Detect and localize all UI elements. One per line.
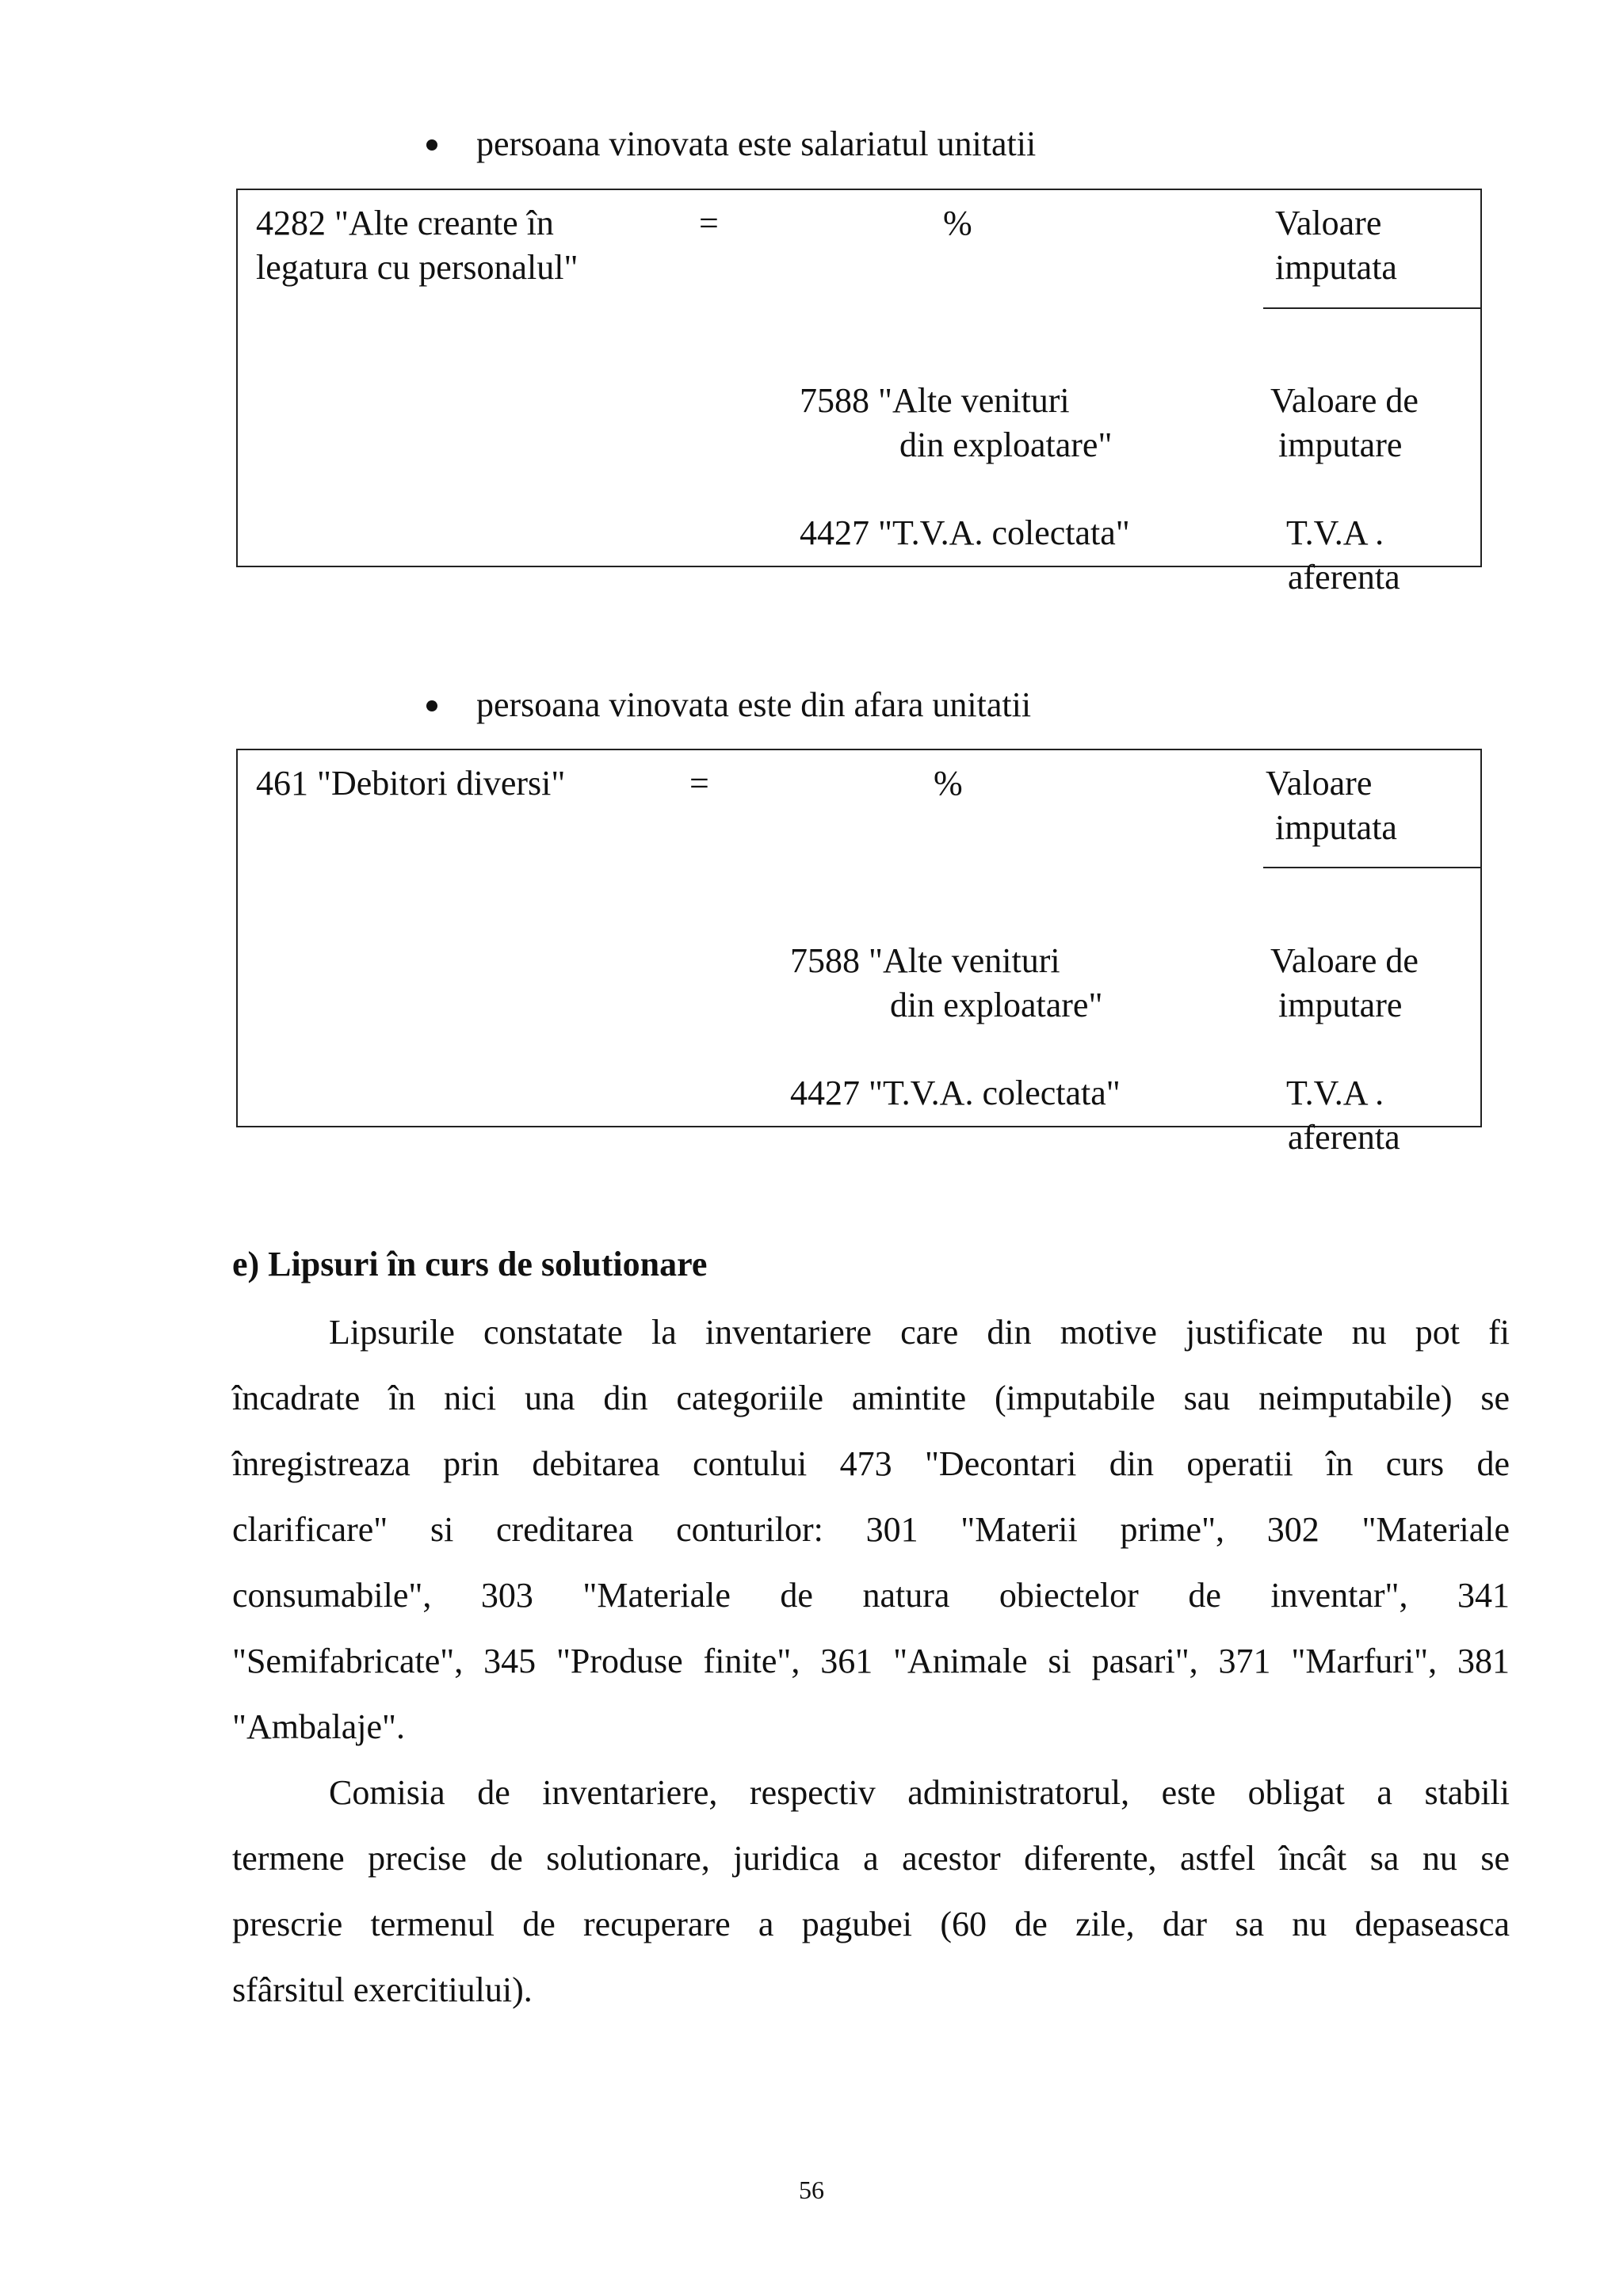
debit-account-line2: legatura cu personalul": [256, 248, 579, 287]
total-label-line1: Valoare: [1266, 764, 1373, 803]
credit-value-7588-line1: Valoare de: [1270, 381, 1419, 420]
equals-sign: =: [699, 204, 719, 242]
bullet-text-employee: persoana vinovata este salariatul unitatii: [476, 124, 1037, 163]
bullet-text-outside: persoana vinovata este din afara unitatii: [476, 685, 1032, 724]
percent-sign: %: [934, 764, 963, 803]
paragraph-line: încadrate în nici una din categoriile amintite (imputabile sau neimputabile) se: [232, 1379, 1510, 1417]
paragraph-line: sfârsitul exercitiului).: [232, 1970, 533, 2009]
credit-account-4427: 4427 "T.V.A. colectata": [800, 513, 1130, 552]
paragraph-line: Lipsurile constatate la inventariere care din motive justificate nu pot fi: [329, 1313, 1510, 1352]
bullet-icon: [426, 139, 437, 151]
credit-account-7588-line2: din exploatare": [899, 425, 1113, 464]
debit-account-line1: 4282 "Alte creante în: [256, 204, 554, 242]
paragraph-2: [232, 1760, 1510, 2023]
credit-value-4427-line2: aferenta: [1288, 1118, 1400, 1157]
paragraph-1: [232, 1299, 1510, 1760]
paragraph-line: clarificare" si creditarea conturilor: 301 "Materii prime", 302 "Materiale: [232, 1510, 1510, 1549]
paragraph-line: Comisia de inventariere, respectiv administratorul, este obligat a stabili: [329, 1773, 1510, 1812]
paragraph-line: prescrie termenul de recuperare a pagubei (60 de zile, dar sa nu depaseasca: [232, 1905, 1510, 1943]
paragraph-line: înregistreaza prin debitarea contului 473 "Decontari din operatii în curs de: [232, 1444, 1510, 1483]
page-number: 56: [799, 2176, 824, 2204]
credit-value-4427-line1: T.V.A .: [1286, 513, 1384, 552]
section-heading: e) Lipsuri în curs de solutionare: [232, 1245, 708, 1283]
credit-value-4427-line2: aferenta: [1288, 558, 1400, 597]
paragraph-line: termene precise de solutionare, juridica a acestor diferente, astfel încât sa nu se: [232, 1839, 1510, 1878]
credit-account-7588-line2: din exploatare": [890, 986, 1103, 1024]
credit-value-7588-line2: imputare: [1278, 986, 1403, 1024]
credit-value-7588-line1: Valoare de: [1270, 941, 1419, 980]
paragraph-line: "Semifabricate", 345 "Produse finite", 361 "Animale si pasari", 371 "Marfuri", 381: [232, 1642, 1510, 1680]
credit-account-7588-line1: 7588 "Alte venituri: [800, 381, 1070, 420]
credit-account-4427: 4427 "T.V.A. colectata": [790, 1074, 1121, 1112]
equals-sign: =: [689, 764, 709, 803]
credit-account-7588-line1: 7588 "Alte venituri: [790, 941, 1060, 980]
total-label-line1: Valoare: [1275, 204, 1382, 242]
credit-value-7588-line2: imputare: [1278, 425, 1403, 464]
credit-value-4427-line1: T.V.A .: [1286, 1074, 1384, 1112]
bullet-icon: [426, 700, 437, 711]
total-underline: [1263, 867, 1482, 868]
total-label-line2: imputata: [1275, 248, 1397, 287]
total-underline: [1263, 307, 1482, 309]
total-label-line2: imputata: [1275, 808, 1397, 847]
paragraph-line: consumabile", 303 "Materiale de natura obiectelor de inventar", 341: [232, 1576, 1510, 1615]
percent-sign: %: [943, 204, 972, 242]
debit-account: 461 "Debitori diversi": [256, 764, 566, 803]
paragraph-line: "Ambalaje".: [232, 1707, 405, 1746]
